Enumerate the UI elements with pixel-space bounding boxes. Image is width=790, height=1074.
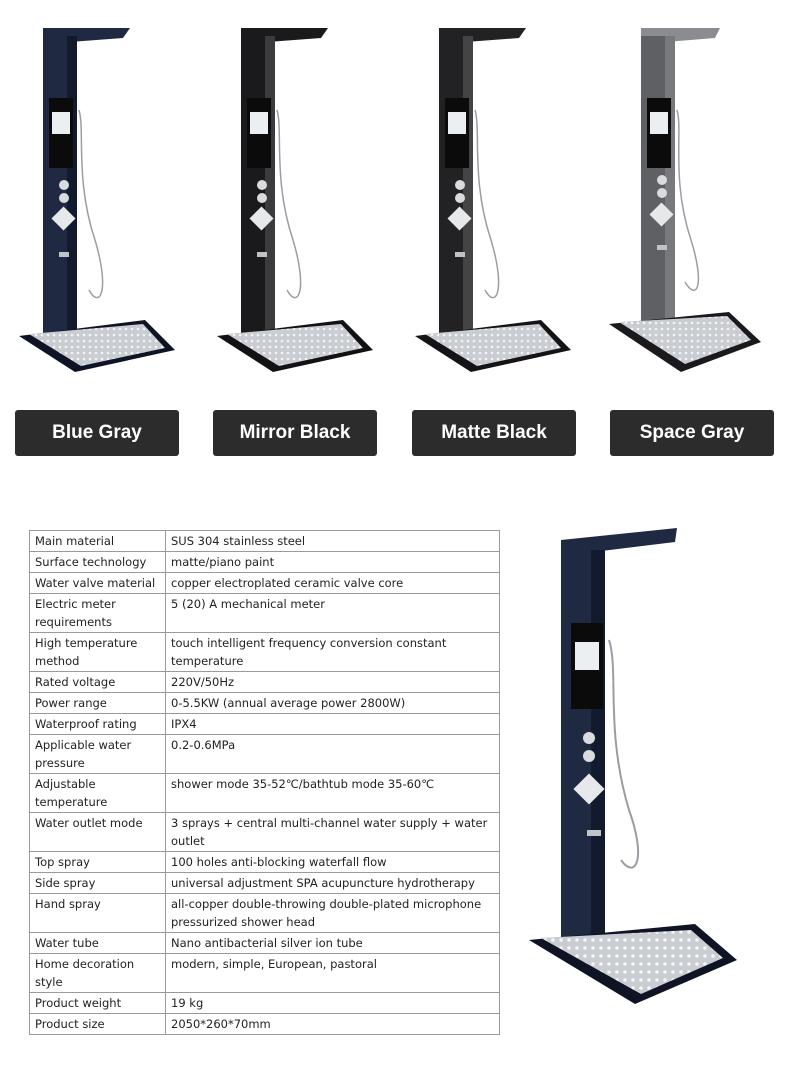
- spec-value: 220V/50Hz: [166, 672, 500, 693]
- spec-key: Home decoration style: [30, 954, 166, 993]
- spec-table: [29, 530, 500, 1035]
- product-image-large: [525, 520, 745, 1010]
- color-label-space-gray: Space Gray: [610, 410, 774, 456]
- spec-key: Side spray: [30, 873, 166, 894]
- color-label-mirror-black: Mirror Black: [213, 410, 377, 456]
- spec-key: Water tube: [30, 933, 166, 954]
- spec-key: Power range: [30, 693, 166, 714]
- spec-value: SUS 304 stainless steel: [166, 531, 500, 552]
- spec-value: 100 holes anti-blocking waterfall flow: [166, 852, 500, 873]
- table-row: [30, 531, 500, 552]
- spec-value: shower mode 35-52℃/bathtub mode 35-60℃: [166, 774, 500, 813]
- spec-key: Surface technology: [30, 552, 166, 573]
- spec-value: all-copper double-throwing double-plated microphone pressurized shower head: [166, 894, 500, 933]
- spec-key: Top spray: [30, 852, 166, 873]
- table-row: [30, 933, 500, 954]
- table-row: [30, 954, 500, 993]
- table-row: [30, 852, 500, 873]
- table-row: [30, 693, 500, 714]
- spec-key: Water outlet mode: [30, 813, 166, 852]
- table-row: [30, 1014, 500, 1035]
- table-row: [30, 672, 500, 693]
- spec-key: Waterproof rating: [30, 714, 166, 735]
- spec-key: High temperature method: [30, 633, 166, 672]
- product-image-space-gray: [605, 20, 775, 390]
- table-row: [30, 993, 500, 1014]
- spec-value: 3 sprays + central multi-channel water supply + water outlet: [166, 813, 500, 852]
- spec-key: Product size: [30, 1014, 166, 1035]
- product-image-matte-black: [411, 20, 581, 390]
- spec-key: Electric meter requirements: [30, 594, 166, 633]
- spec-key: Applicable water pressure: [30, 735, 166, 774]
- table-row: [30, 594, 500, 633]
- table-row: [30, 873, 500, 894]
- table-row: [30, 552, 500, 573]
- product-image-blue-gray: [15, 20, 185, 390]
- table-row: [30, 813, 500, 852]
- spec-key: Adjustable temperature: [30, 774, 166, 813]
- spec-key: Water valve material: [30, 573, 166, 594]
- spec-value: IPX4: [166, 714, 500, 735]
- spec-value: touch intelligent frequency conversion constant temperature: [166, 633, 500, 672]
- table-row: [30, 774, 500, 813]
- spec-key: Rated voltage: [30, 672, 166, 693]
- table-row: [30, 633, 500, 672]
- table-row: [30, 573, 500, 594]
- color-label-blue-gray: Blue Gray: [15, 410, 179, 456]
- table-row: [30, 894, 500, 933]
- spec-value: Nano antibacterial silver ion tube: [166, 933, 500, 954]
- spec-key: Hand spray: [30, 894, 166, 933]
- spec-key: Main material: [30, 531, 166, 552]
- spec-value: 0-5.5KW (annual average power 2800W): [166, 693, 500, 714]
- table-row: [30, 714, 500, 735]
- table-row: [30, 735, 500, 774]
- spec-value: matte/piano paint: [166, 552, 500, 573]
- spec-value: 5 (20) A mechanical meter: [166, 594, 500, 633]
- spec-value: 2050*260*70mm: [166, 1014, 500, 1035]
- spec-value: copper electroplated ceramic valve core: [166, 573, 500, 594]
- color-label-matte-black: Matte Black: [412, 410, 576, 456]
- spec-value: modern, simple, European, pastoral: [166, 954, 500, 993]
- spec-value: universal adjustment SPA acupuncture hydrotherapy: [166, 873, 500, 894]
- product-image-mirror-black: [213, 20, 383, 390]
- spec-value: 0.2-0.6MPa: [166, 735, 500, 774]
- spec-key: Product weight: [30, 993, 166, 1014]
- spec-value: 19 kg: [166, 993, 500, 1014]
